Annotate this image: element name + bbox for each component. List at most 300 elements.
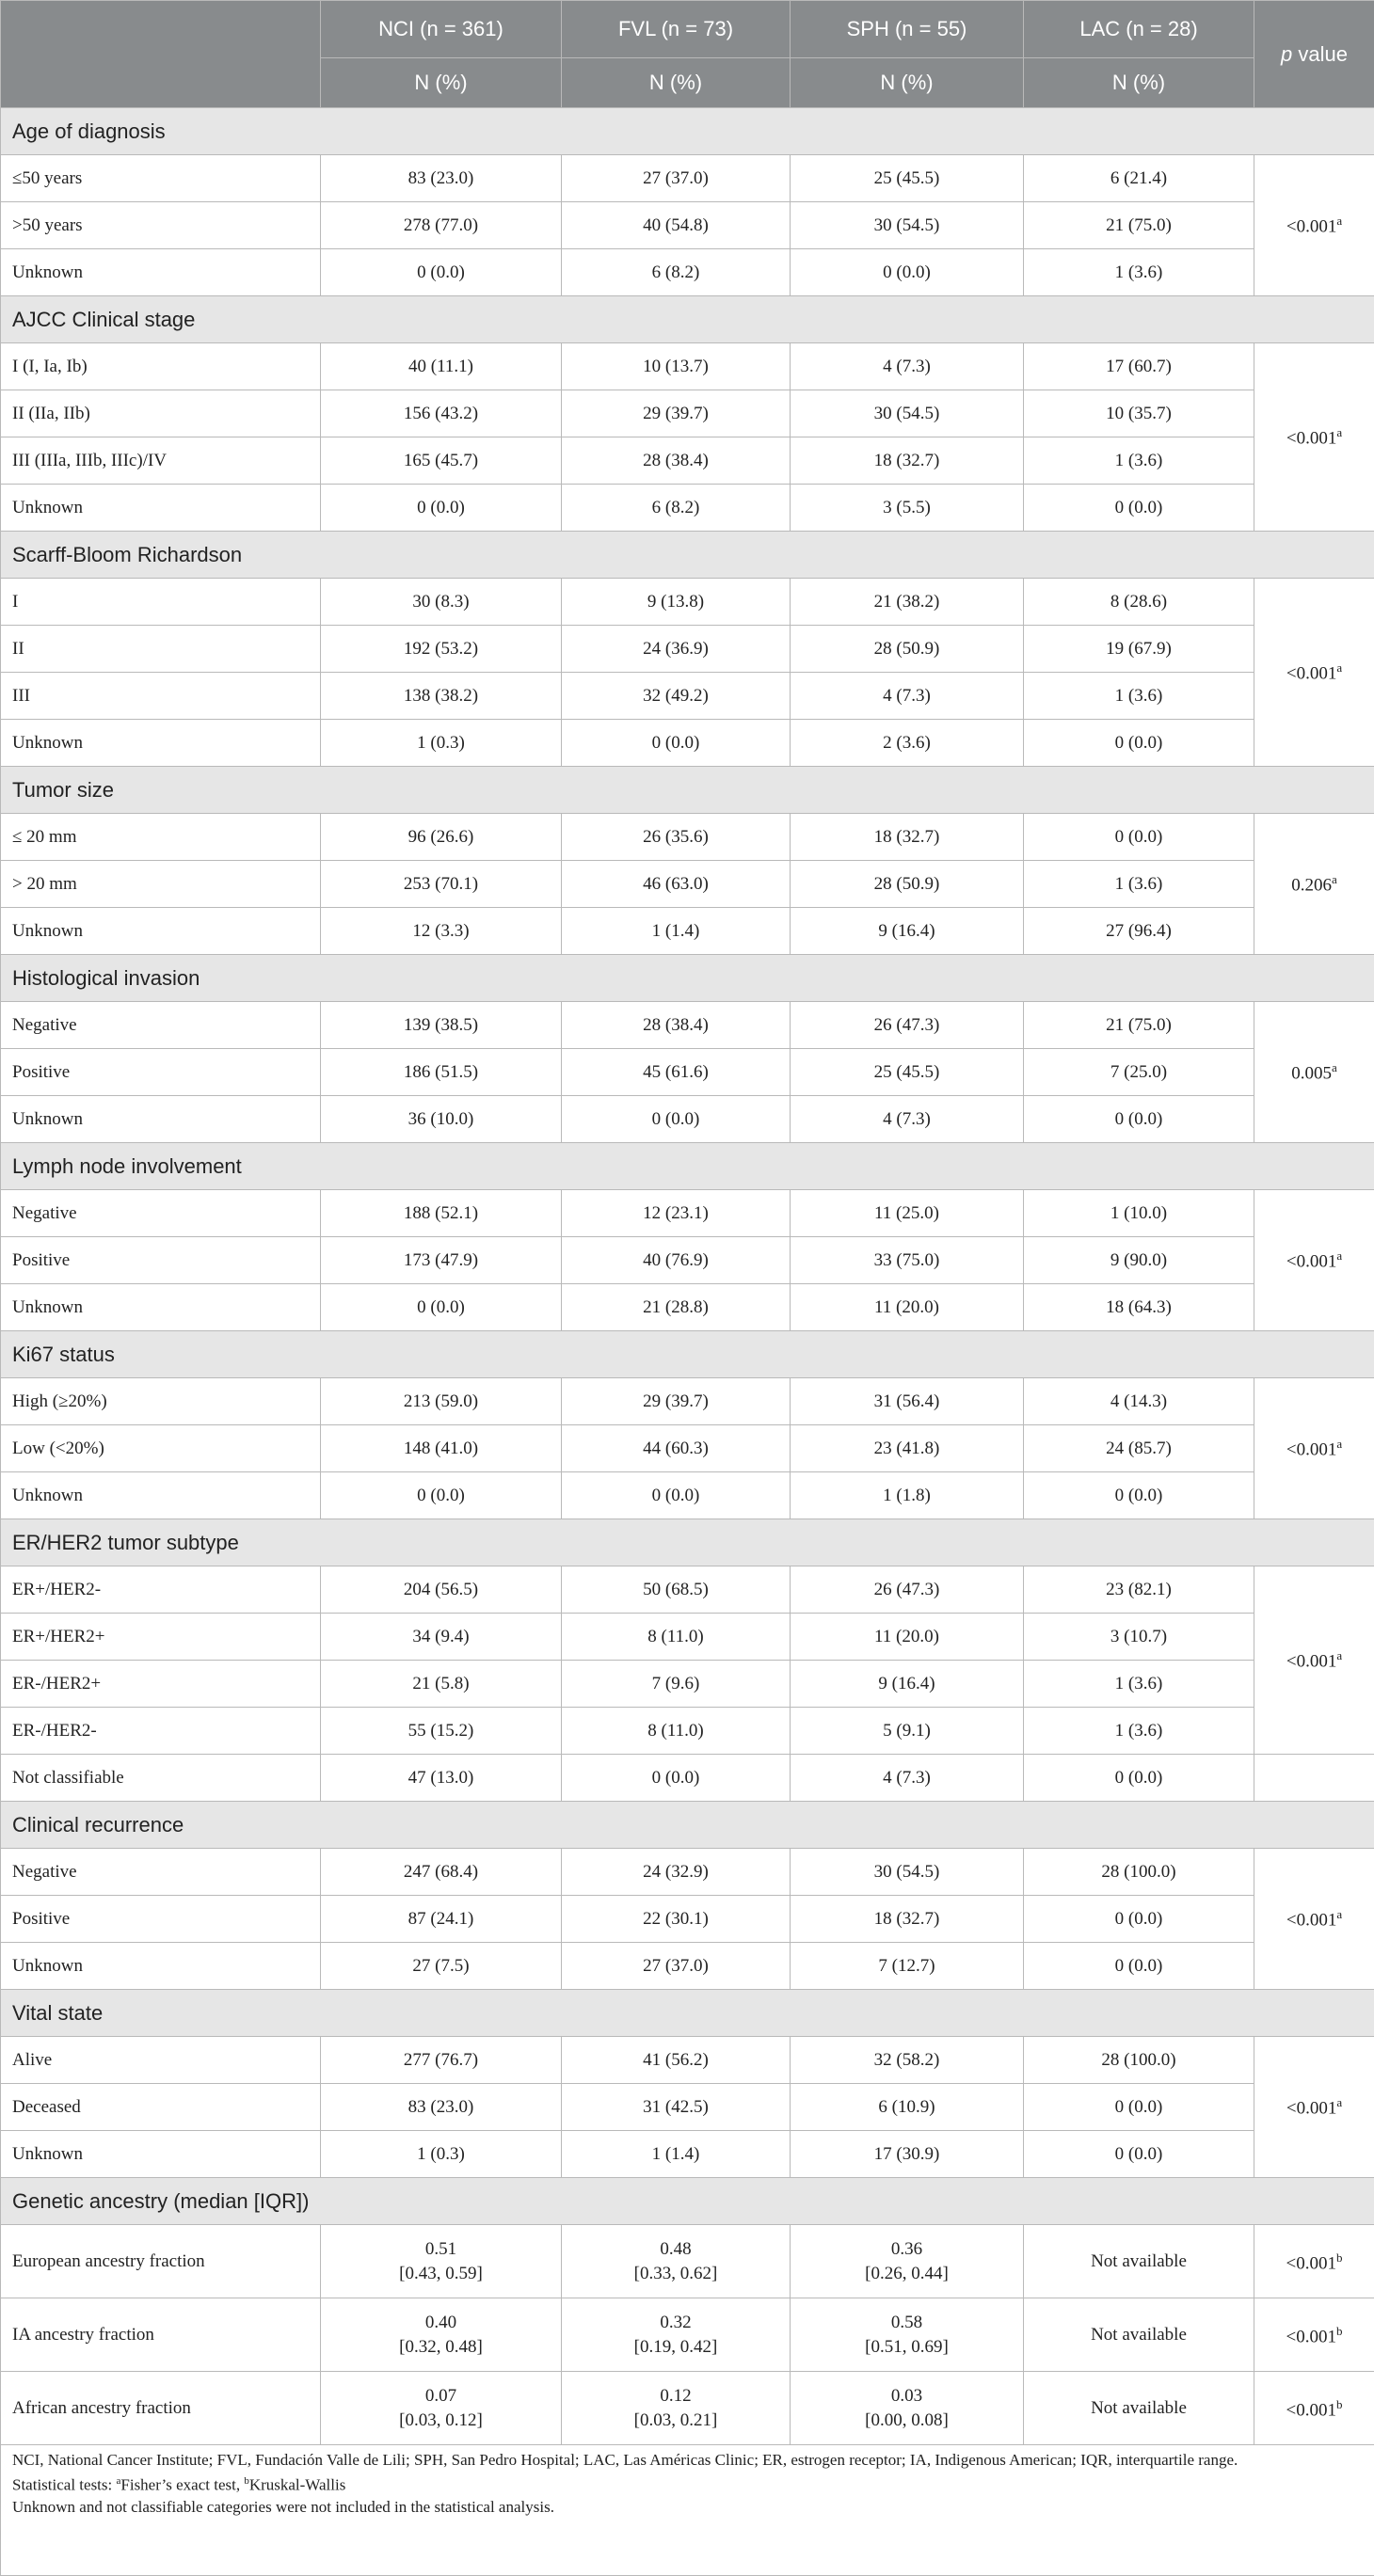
table-cell: 10 (13.7) — [562, 343, 791, 390]
section-header-row — [1, 1331, 1374, 1378]
iqr-value: [0.00, 0.08] — [791, 2409, 1023, 2433]
section-header-row — [1, 1519, 1374, 1566]
table-cell: 9 (13.8) — [562, 579, 791, 626]
p-value-superscript: a — [1336, 425, 1342, 439]
row-label: African ancestry fraction — [1, 2372, 321, 2445]
table-cell: 6 (8.2) — [562, 485, 791, 532]
table-cell: 4 (7.3) — [791, 1096, 1024, 1143]
median-value: Not available — [1024, 2323, 1254, 2347]
table-cell: 27 (7.5) — [321, 1943, 562, 1990]
section-title: Histological invasion — [1, 955, 1374, 1002]
table-row — [1, 1943, 1374, 1990]
table-cell: 29 (39.7) — [562, 1378, 791, 1425]
section-header-row — [1, 1990, 1374, 2037]
section-title: Genetic ancestry (median [IQR]) — [1, 2178, 1374, 2225]
table-cell: 186 (51.5) — [321, 1049, 562, 1096]
table-cell: 3 (10.7) — [1024, 1614, 1254, 1661]
table-row — [1, 1472, 1374, 1519]
table-cell: 0 (0.0) — [562, 1755, 791, 1802]
row-label: Unknown — [1, 908, 321, 955]
table-cell: 40 (76.9) — [562, 1237, 791, 1284]
table-row — [1, 720, 1374, 767]
section-header-row — [1, 1802, 1374, 1849]
row-label: ER+/HER2- — [1, 1566, 321, 1614]
table-row — [1, 343, 1374, 390]
table-cell: 47 (13.0) — [321, 1755, 562, 1802]
column-subheader: N (%) — [562, 58, 791, 108]
section-title: Age of diagnosis — [1, 108, 1374, 155]
table-cell: 55 (15.2) — [321, 1708, 562, 1755]
table-cell: 18 (32.7) — [791, 1896, 1024, 1943]
table-cell: 213 (59.0) — [321, 1378, 562, 1425]
table-cell: 27 (37.0) — [562, 1943, 791, 1990]
table-cell: 33 (75.0) — [791, 1237, 1024, 1284]
iqr-value: [0.03, 0.21] — [562, 2409, 790, 2433]
p-value-cell — [1254, 1190, 1374, 1331]
p-value-cell — [1254, 2037, 1374, 2178]
p-value-cell — [1254, 155, 1374, 296]
sup-a: a — [117, 2475, 121, 2487]
table-cell: 0 (0.0) — [562, 720, 791, 767]
row-label: >50 years — [1, 202, 321, 249]
iqr-value: [0.26, 0.44] — [791, 2262, 1023, 2286]
table-cell: 7 (25.0) — [1024, 1049, 1254, 1096]
table-row — [1, 1284, 1374, 1331]
row-label: II (IIa, IIb) — [1, 390, 321, 437]
p-value-superscript: b — [1336, 2397, 1343, 2411]
table-cell: 0 (0.0) — [1024, 2084, 1254, 2131]
footnote-tests — [12, 2471, 1363, 2496]
section-title: AJCC Clinical stage — [1, 296, 1374, 343]
table-cell: 6 (21.4) — [1024, 155, 1254, 202]
p-value-cell — [1254, 1849, 1374, 1990]
table-cell: 83 (23.0) — [321, 155, 562, 202]
section-title: Lymph node involvement — [1, 1143, 1374, 1190]
table-row — [1, 1708, 1374, 1755]
column-header: FVL (n = 73) — [562, 1, 791, 58]
table-cell: 24 (85.7) — [1024, 1425, 1254, 1472]
table-cell: 165 (45.7) — [321, 437, 562, 485]
table-cell: 4 (7.3) — [791, 673, 1024, 720]
table-row — [1, 485, 1374, 532]
table-cell: 21 (38.2) — [791, 579, 1024, 626]
table-row — [1, 908, 1374, 955]
table-cell: 0 (0.0) — [321, 485, 562, 532]
table-cell: 31 (42.5) — [562, 2084, 791, 2131]
table-row — [1, 626, 1374, 673]
table-cell: 1 (3.6) — [1024, 1661, 1254, 1708]
table-cell: 11 (25.0) — [791, 1190, 1024, 1237]
table-cell: 1 (3.6) — [1024, 437, 1254, 485]
row-label: Unknown — [1, 2131, 321, 2178]
column-header: NCI (n = 361) — [321, 1, 562, 58]
row-label: Alive — [1, 2037, 321, 2084]
table-cell: 83 (23.0) — [321, 2084, 562, 2131]
iqr-value: [0.43, 0.59] — [321, 2262, 561, 2286]
row-label: Positive — [1, 1237, 321, 1284]
table-cell — [1024, 2298, 1254, 2372]
row-label: Negative — [1, 1002, 321, 1049]
p-value: <0.001 — [1286, 1651, 1336, 1671]
table-cell: 44 (60.3) — [562, 1425, 791, 1472]
table-cell: 45 (61.6) — [562, 1049, 791, 1096]
table-row — [1, 155, 1374, 202]
table-cell: 2 (3.6) — [791, 720, 1024, 767]
table-cell: 25 (45.5) — [791, 1049, 1024, 1096]
p-value: <0.001 — [1286, 428, 1336, 448]
table-cell: 1 (0.3) — [321, 720, 562, 767]
table-row — [1, 1566, 1374, 1614]
table-cell: 6 (10.9) — [791, 2084, 1024, 2131]
section-header-row — [1, 1143, 1374, 1190]
row-label: Negative — [1, 1190, 321, 1237]
median-value: 0.03 — [791, 2384, 1023, 2409]
table-row — [1, 1096, 1374, 1143]
median-value: 0.12 — [562, 2384, 790, 2409]
table-cell: 26 (35.6) — [562, 814, 791, 861]
table-row — [1, 1755, 1374, 1802]
p-value-superscript: a — [1336, 1437, 1342, 1451]
table-cell — [791, 2225, 1024, 2298]
row-label: ≤ 20 mm — [1, 814, 321, 861]
table-cell: 0 (0.0) — [1024, 720, 1254, 767]
table-cell: 30 (54.5) — [791, 1849, 1024, 1896]
p-value-superscript: a — [1336, 2095, 1342, 2109]
table-cell: 0 (0.0) — [1024, 814, 1254, 861]
table-row — [1, 1237, 1374, 1284]
p-value-cell — [1254, 1566, 1374, 1755]
table-cell: 12 (23.1) — [562, 1190, 791, 1237]
median-value: 0.51 — [321, 2237, 561, 2262]
table-cell: 1 (10.0) — [1024, 1190, 1254, 1237]
test-a: Fisher’s exact test, — [120, 2476, 244, 2494]
table-cell: 9 (90.0) — [1024, 1237, 1254, 1284]
p-value-superscript: a — [1332, 872, 1337, 886]
table-row — [1, 2084, 1374, 2131]
table-cell: 138 (38.2) — [321, 673, 562, 720]
row-label: I (I, Ia, Ib) — [1, 343, 321, 390]
iqr-value: [0.19, 0.42] — [562, 2335, 790, 2360]
table-cell: 87 (24.1) — [321, 1896, 562, 1943]
row-label: Unknown — [1, 1284, 321, 1331]
table-row — [1, 1049, 1374, 1096]
p-value: <0.001 — [1286, 1439, 1336, 1459]
table-cell: 50 (68.5) — [562, 1566, 791, 1614]
median-value: 0.07 — [321, 2384, 561, 2409]
table-cell: 30 (54.5) — [791, 202, 1024, 249]
table-cell: 11 (20.0) — [791, 1614, 1024, 1661]
table-cell: 1 (1.4) — [562, 2131, 791, 2178]
table-cell: 40 (11.1) — [321, 343, 562, 390]
table-cell: 9 (16.4) — [791, 1661, 1024, 1708]
row-label: Unknown — [1, 485, 321, 532]
p-value: <0.001 — [1286, 216, 1336, 236]
table-cell — [562, 2298, 791, 2372]
column-subheader: N (%) — [321, 58, 562, 108]
row-label: III — [1, 673, 321, 720]
footnote-note: Unknown and not classifiable categories were not included in the statistical analysis. — [12, 2496, 1363, 2518]
row-label: Low (<20%) — [1, 1425, 321, 1472]
table-row — [1, 579, 1374, 626]
row-label: Not classifiable — [1, 1755, 321, 1802]
table-cell: 17 (30.9) — [791, 2131, 1024, 2178]
row-label: European ancestry fraction — [1, 2225, 321, 2298]
table-cell — [321, 2225, 562, 2298]
table-cell — [562, 2372, 791, 2445]
row-label: ER-/HER2- — [1, 1708, 321, 1755]
table-cell: 3 (5.5) — [791, 485, 1024, 532]
table-cell: 30 (8.3) — [321, 579, 562, 626]
iqr-value: [0.32, 0.48] — [321, 2335, 561, 2360]
section-title: Ki67 status — [1, 1331, 1374, 1378]
p-value-superscript: b — [1336, 2250, 1343, 2265]
table-cell: 30 (54.5) — [791, 390, 1024, 437]
iqr-value: [0.03, 0.12] — [321, 2409, 561, 2433]
table-cell: 148 (41.0) — [321, 1425, 562, 1472]
table-cell: 25 (45.5) — [791, 155, 1024, 202]
p-value-superscript: a — [1336, 1248, 1342, 1263]
median-value: 0.48 — [562, 2237, 790, 2262]
table-cell — [321, 2372, 562, 2445]
section-title: Clinical recurrence — [1, 1802, 1374, 1849]
p-value-cell — [1254, 1002, 1374, 1143]
table-cell: 0 (0.0) — [1024, 1896, 1254, 1943]
p-value-superscript: a — [1336, 1648, 1342, 1662]
table-row — [1, 390, 1374, 437]
table-row — [1, 249, 1374, 296]
p-value: <0.001 — [1286, 2328, 1336, 2347]
table-cell: 4 (7.3) — [791, 343, 1024, 390]
table-cell: 21 (28.8) — [562, 1284, 791, 1331]
p-value: <0.001 — [1286, 2254, 1336, 2274]
table-cell — [791, 2298, 1024, 2372]
p-value: 0.206 — [1291, 875, 1332, 895]
table-row — [1, 2037, 1374, 2084]
p-value-cell — [1254, 2298, 1374, 2372]
section-title: Tumor size — [1, 767, 1374, 814]
table-cell: 1 (1.4) — [562, 908, 791, 955]
p-value-cell — [1254, 579, 1374, 767]
table-cell: 277 (76.7) — [321, 2037, 562, 2084]
table-cell: 26 (47.3) — [791, 1002, 1024, 1049]
p-value-cell — [1254, 2225, 1374, 2298]
table-cell: 21 (75.0) — [1024, 1002, 1254, 1049]
table-cell: 28 (100.0) — [1024, 1849, 1254, 1896]
table-cell: 28 (100.0) — [1024, 2037, 1254, 2084]
table-cell: 36 (10.0) — [321, 1096, 562, 1143]
table-cell: 22 (30.1) — [562, 1896, 791, 1943]
table-cell — [562, 2225, 791, 2298]
row-label: Negative — [1, 1849, 321, 1896]
p-value-cell — [1254, 2372, 1374, 2445]
table-cell: 31 (56.4) — [791, 1378, 1024, 1425]
p-value-cell — [1254, 343, 1374, 532]
section-header-row — [1, 532, 1374, 579]
table-cell: 7 (12.7) — [791, 1943, 1024, 1990]
row-label: II — [1, 626, 321, 673]
p-value-cell — [1254, 1378, 1374, 1519]
median-value: Not available — [1024, 2396, 1254, 2421]
table-cell: 28 (50.9) — [791, 626, 1024, 673]
table-cell: 32 (58.2) — [791, 2037, 1024, 2084]
table-cell: 1 (3.6) — [1024, 249, 1254, 296]
table-row — [1, 202, 1374, 249]
table-cell: 28 (50.9) — [791, 861, 1024, 908]
table-cell: 28 (38.4) — [562, 437, 791, 485]
table-cell: 8 (11.0) — [562, 1708, 791, 1755]
p-value: <0.001 — [1286, 2098, 1336, 2118]
header-blank-cell — [1, 1, 321, 108]
table-cell: 40 (54.8) — [562, 202, 791, 249]
row-label: ≤50 years — [1, 155, 321, 202]
p-value: 0.005 — [1291, 1063, 1332, 1083]
row-label: Positive — [1, 1896, 321, 1943]
table-cell: 6 (8.2) — [562, 249, 791, 296]
p-value-superscript: a — [1332, 1060, 1337, 1074]
p-value: <0.001 — [1286, 1251, 1336, 1271]
row-label: Unknown — [1, 249, 321, 296]
table-cell: 28 (38.4) — [562, 1002, 791, 1049]
test-b: Kruskal-Wallis — [249, 2476, 346, 2494]
section-title: Vital state — [1, 1990, 1374, 2037]
table-cell: 253 (70.1) — [321, 861, 562, 908]
table-row — [1, 2225, 1374, 2298]
table-row — [1, 1425, 1374, 1472]
table-cell: 0 (0.0) — [562, 1096, 791, 1143]
footnote — [1, 2445, 1374, 2576]
p-value: <0.001 — [1286, 1910, 1336, 1930]
table-cell: 18 (64.3) — [1024, 1284, 1254, 1331]
section-header-row — [1, 296, 1374, 343]
row-label: Deceased — [1, 2084, 321, 2131]
table-row — [1, 1661, 1374, 1708]
table-cell: 0 (0.0) — [562, 1472, 791, 1519]
table-cell: 24 (32.9) — [562, 1849, 791, 1896]
table-cell: 96 (26.6) — [321, 814, 562, 861]
table-cell: 10 (35.7) — [1024, 390, 1254, 437]
table-row — [1, 1002, 1374, 1049]
table-row — [1, 437, 1374, 485]
table-cell: 1 (3.6) — [1024, 1708, 1254, 1755]
table-cell: 1 (3.6) — [1024, 861, 1254, 908]
table-cell: 23 (82.1) — [1024, 1566, 1254, 1614]
row-label: I — [1, 579, 321, 626]
table-cell: 18 (32.7) — [791, 814, 1024, 861]
section-title: Scarff-Bloom Richardson — [1, 532, 1374, 579]
p-value-superscript: b — [1336, 2324, 1343, 2338]
table-row — [1, 2298, 1374, 2372]
section-title: ER/HER2 tumor subtype — [1, 1519, 1374, 1566]
table-cell: 27 (37.0) — [562, 155, 791, 202]
column-header: SPH (n = 55) — [791, 1, 1024, 58]
table-cell: 17 (60.7) — [1024, 343, 1254, 390]
row-label: IA ancestry fraction — [1, 2298, 321, 2372]
table-row — [1, 2131, 1374, 2178]
median-value: Not available — [1024, 2250, 1254, 2274]
row-label: ER+/HER2+ — [1, 1614, 321, 1661]
p-value-cell — [1254, 1755, 1374, 1802]
table-cell: 0 (0.0) — [1024, 1755, 1254, 1802]
p-value: <0.001 — [1286, 663, 1336, 683]
table-cell: 24 (36.9) — [562, 626, 791, 673]
table-row — [1, 814, 1374, 861]
table-cell — [791, 2372, 1024, 2445]
table-row — [1, 1190, 1374, 1237]
row-label: High (≥20%) — [1, 1378, 321, 1425]
table-row — [1, 2372, 1374, 2445]
table-cell — [321, 2298, 562, 2372]
p-value-superscript: a — [1336, 1907, 1342, 1921]
table-cell: 4 (14.3) — [1024, 1378, 1254, 1425]
table-cell: 8 (28.6) — [1024, 579, 1254, 626]
row-label: > 20 mm — [1, 861, 321, 908]
table-cell: 188 (52.1) — [321, 1190, 562, 1237]
table-cell: 173 (47.9) — [321, 1237, 562, 1284]
footnote-abbreviations: NCI, National Cancer Institute; FVL, Fundación Valle de Lili; SPH, San Pedro Hospital; LAC, Las Américas Clinic; ER, estrogen receptor; IA, Indigenous American; IQR, interquartile range. — [12, 2449, 1363, 2471]
table-row — [1, 861, 1374, 908]
table-cell: 1 (1.8) — [791, 1472, 1024, 1519]
iqr-value: [0.33, 0.62] — [562, 2262, 790, 2286]
table-cell: 46 (63.0) — [562, 861, 791, 908]
table-cell: 278 (77.0) — [321, 202, 562, 249]
table-cell: 0 (0.0) — [321, 249, 562, 296]
table-cell: 26 (47.3) — [791, 1566, 1024, 1614]
p-value: <0.001 — [1286, 2401, 1336, 2421]
table-cell: 204 (56.5) — [321, 1566, 562, 1614]
iqr-value: [0.51, 0.69] — [791, 2335, 1023, 2360]
table-cell: 247 (68.4) — [321, 1849, 562, 1896]
table-cell: 0 (0.0) — [1024, 1096, 1254, 1143]
table-body — [1, 108, 1374, 2576]
section-header-row — [1, 108, 1374, 155]
column-subheader: N (%) — [1024, 58, 1254, 108]
table-cell: 0 (0.0) — [1024, 2131, 1254, 2178]
table-cell: 21 (5.8) — [321, 1661, 562, 1708]
column-header: LAC (n = 28) — [1024, 1, 1254, 58]
table-cell: 18 (32.7) — [791, 437, 1024, 485]
table-cell: 4 (7.3) — [791, 1755, 1024, 1802]
row-label: Positive — [1, 1049, 321, 1096]
table-cell: 23 (41.8) — [791, 1425, 1024, 1472]
table-cell: 0 (0.0) — [1024, 1472, 1254, 1519]
table-cell: 1 (3.6) — [1024, 673, 1254, 720]
table-cell: 139 (38.5) — [321, 1002, 562, 1049]
table-cell: 1 (0.3) — [321, 2131, 562, 2178]
section-header-row — [1, 767, 1374, 814]
sup-b: b — [244, 2475, 249, 2487]
table-cell: 8 (11.0) — [562, 1614, 791, 1661]
table-cell: 9 (16.4) — [791, 908, 1024, 955]
p-value-header: p value — [1254, 1, 1374, 108]
table-row — [1, 1849, 1374, 1896]
table-cell: 0 (0.0) — [321, 1284, 562, 1331]
row-label: Unknown — [1, 1472, 321, 1519]
median-value: 0.58 — [791, 2311, 1023, 2335]
table-cell: 5 (9.1) — [791, 1708, 1024, 1755]
column-subheader: N (%) — [791, 58, 1024, 108]
table-cell: 21 (75.0) — [1024, 202, 1254, 249]
table-cell: 156 (43.2) — [321, 390, 562, 437]
tests-prefix: Statistical tests: — [12, 2476, 117, 2494]
table-cell: 41 (56.2) — [562, 2037, 791, 2084]
table-cell — [1024, 2372, 1254, 2445]
table-cell: 19 (67.9) — [1024, 626, 1254, 673]
row-label: Unknown — [1, 720, 321, 767]
table-cell: 0 (0.0) — [321, 1472, 562, 1519]
median-value: 0.32 — [562, 2311, 790, 2335]
table-cell: 27 (96.4) — [1024, 908, 1254, 955]
section-header-row — [1, 2178, 1374, 2225]
